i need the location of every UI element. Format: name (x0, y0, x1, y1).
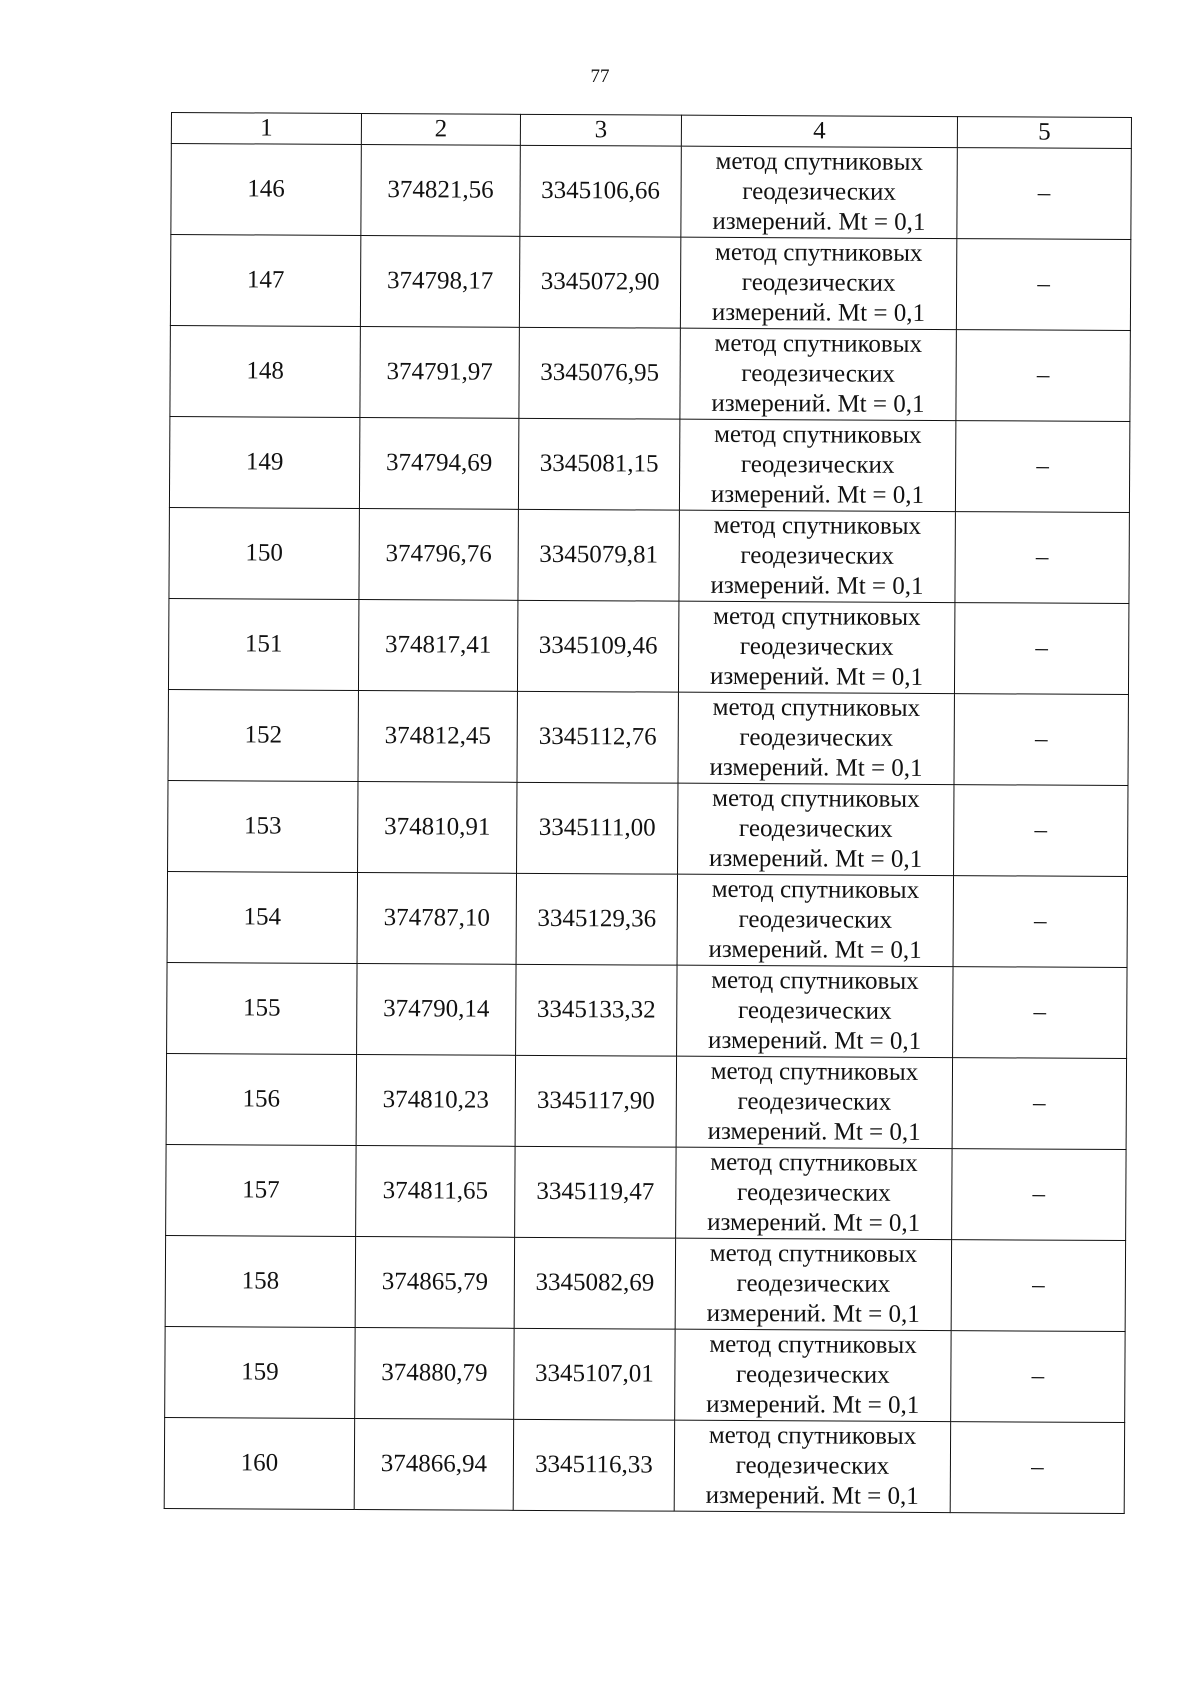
x-coordinate-cell: 374880,79 (355, 1327, 514, 1419)
method-text-line: геодезических (736, 1269, 891, 1298)
note-cell: – (953, 967, 1127, 1059)
method-cell (675, 1238, 951, 1330)
point-number-cell: 148 (170, 325, 360, 417)
table-header (171, 113, 1131, 149)
note-cell: – (956, 239, 1130, 331)
x-coordinate-cell: 374791,97 (360, 326, 519, 418)
y-coordinate-cell: 3345081,15 (518, 418, 679, 510)
y-coordinate-cell: 3345109,46 (517, 600, 678, 692)
method-cell (678, 783, 954, 875)
method-text-line: метод спутниковых (709, 1239, 918, 1268)
method-text-line: метод спутниковых (713, 511, 922, 540)
method-text-line: геодезических (735, 1451, 890, 1480)
method-text-line: метод спутниковых (711, 966, 919, 995)
y-coordinate-cell: 3345117,90 (515, 1055, 676, 1147)
method-text-line: метод спутниковых (715, 147, 924, 176)
method-cell (674, 1420, 950, 1512)
method-text-line: геодезических (736, 1360, 890, 1389)
y-coordinate-cell: 3345133,32 (516, 964, 677, 1056)
method-text-line: измерений. Mt = 0,1 (711, 298, 926, 327)
method-text-line: измерений. Mt = 0,1 (708, 1026, 922, 1055)
method-text-line: метод спутниковых (714, 238, 923, 267)
x-coordinate-cell: 374821,56 (361, 144, 520, 236)
table-row (166, 1144, 1126, 1240)
note-cell: – (953, 876, 1127, 968)
method-text-line: метод спутниковых (711, 875, 920, 904)
point-number-cell: 150 (169, 507, 359, 599)
method-text-line: геодезических (737, 1087, 892, 1116)
method-text-line: измерений. Mt = 0,1 (710, 571, 924, 600)
point-number-cell: 159 (165, 1326, 355, 1418)
method-text-line: измерений. Mt = 0,1 (705, 1481, 919, 1510)
y-coordinate-cell: 3345072,90 (519, 236, 680, 328)
note-cell: – (952, 1149, 1126, 1241)
page-number: 77 (590, 66, 610, 87)
header-col-4: 4 (681, 115, 957, 147)
point-number-cell: 154 (167, 871, 357, 963)
method-text-line: измерений. Mt = 0,1 (707, 1117, 921, 1146)
point-number-cell: 149 (169, 416, 359, 508)
y-coordinate-cell: 3345079,81 (518, 509, 679, 601)
point-number-cell: 153 (168, 780, 358, 872)
method-cell (680, 237, 956, 329)
method-text-line: метод спутниковых (710, 1057, 919, 1086)
x-coordinate-cell: 374790,14 (357, 963, 516, 1055)
method-text-line: метод спутниковых (712, 693, 921, 722)
table-row (170, 235, 1130, 331)
x-coordinate-cell: 374796,76 (359, 508, 518, 600)
x-coordinate-cell: 374798,17 (360, 235, 519, 327)
method-cell (678, 601, 954, 693)
table-row (168, 689, 1128, 785)
method-text-line: геодезических (737, 996, 892, 1025)
y-coordinate-cell: 3345107,01 (514, 1328, 675, 1420)
method-cell (678, 692, 954, 784)
method-cell (676, 1147, 952, 1239)
note-cell: – (955, 512, 1129, 604)
method-cell (680, 328, 956, 420)
note-cell: – (951, 1240, 1125, 1332)
method-text-line: геодезических (741, 268, 896, 297)
x-coordinate-cell: 374812,45 (358, 690, 517, 782)
method-text-line: метод спутниковых (712, 784, 920, 813)
x-coordinate-cell: 374817,41 (358, 599, 517, 691)
point-number-cell: 152 (168, 689, 358, 781)
note-cell: – (955, 421, 1129, 513)
note-cell: – (954, 603, 1128, 695)
note-cell: – (954, 694, 1128, 786)
method-text-line: измерений. Mt = 0,1 (708, 935, 922, 964)
header-col-2: 2 (361, 113, 520, 145)
method-cell (677, 965, 953, 1057)
method-cell (679, 419, 955, 511)
point-number-cell: 157 (166, 1144, 356, 1236)
header-col-3: 3 (520, 114, 681, 146)
y-coordinate-cell: 3345082,69 (514, 1237, 675, 1329)
table-row (164, 1417, 1124, 1513)
method-text-line: геодезических (740, 541, 895, 570)
table-row (168, 598, 1128, 694)
point-number-cell: 146 (171, 144, 361, 236)
table-row (171, 144, 1131, 240)
y-coordinate-cell: 3345076,95 (519, 327, 680, 419)
header-col-1: 1 (171, 113, 361, 145)
table-row (169, 416, 1129, 512)
point-number-cell: 147 (170, 235, 360, 327)
x-coordinate-cell: 374794,69 (359, 417, 518, 509)
table-row (169, 507, 1129, 603)
coordinates-table (164, 112, 1132, 1514)
method-text-line: метод спутниковых (714, 329, 923, 358)
point-number-cell: 155 (167, 962, 357, 1054)
method-text-line: измерений. Mt = 0,1 (710, 480, 925, 509)
point-number-cell: 156 (166, 1053, 356, 1145)
x-coordinate-cell: 374810,23 (356, 1054, 515, 1146)
note-cell: – (957, 148, 1131, 240)
method-text-line: измерений. Mt = 0,1 (709, 753, 923, 782)
note-cell: – (954, 785, 1128, 877)
y-coordinate-cell: 3345116,33 (513, 1419, 674, 1511)
table-row (167, 871, 1127, 967)
method-text-line: геодезических (742, 177, 896, 206)
method-cell (676, 1056, 952, 1148)
method-text-line: геодезических (740, 450, 895, 479)
x-coordinate-cell: 374787,10 (357, 872, 516, 964)
table-row (166, 1053, 1126, 1149)
method-text-line: измерений. Mt = 0,1 (709, 662, 924, 691)
method-text-line: геодезических (736, 1178, 891, 1207)
table-body (164, 144, 1131, 1514)
header-col-5: 5 (957, 117, 1131, 149)
table-row (168, 780, 1128, 876)
y-coordinate-cell: 3345106,66 (520, 145, 681, 237)
method-text-line: метод спутниковых (708, 1421, 917, 1450)
x-coordinate-cell: 374810,91 (358, 781, 517, 873)
note-cell: – (950, 1422, 1124, 1514)
method-text-line: измерений. Mt = 0,1 (706, 1299, 920, 1328)
method-text-line: измерений. Mt = 0,1 (707, 1208, 921, 1237)
y-coordinate-cell: 3345119,47 (515, 1146, 676, 1238)
note-cell: – (952, 1058, 1126, 1150)
point-number-cell: 151 (168, 598, 358, 690)
method-text-line: геодезических (739, 632, 894, 661)
y-coordinate-cell: 3345129,36 (516, 873, 677, 965)
method-text-line: метод спутниковых (710, 1148, 918, 1177)
y-coordinate-cell: 3345112,76 (517, 691, 678, 783)
method-text-line: измерений. Mt = 0,1 (706, 1390, 920, 1419)
note-cell: – (956, 330, 1130, 422)
method-text-line: геодезических (739, 723, 894, 752)
method-text-line: метод спутниковых (714, 420, 922, 449)
method-text-line: геодезических (738, 814, 893, 843)
x-coordinate-cell: 374865,79 (355, 1236, 514, 1328)
method-cell (679, 510, 955, 602)
method-text-line: измерений. Mt = 0,1 (712, 207, 926, 236)
method-text-line: метод спутниковых (709, 1330, 917, 1359)
note-cell: – (951, 1331, 1125, 1423)
x-coordinate-cell: 374866,94 (354, 1418, 513, 1510)
table-row (167, 962, 1127, 1058)
table-row (170, 325, 1130, 421)
method-text-line: измерений. Mt = 0,1 (708, 844, 923, 873)
method-text-line: геодезических (738, 905, 893, 934)
y-coordinate-cell: 3345111,00 (517, 782, 678, 874)
method-text-line: метод спутниковых (713, 602, 921, 631)
point-number-cell: 160 (164, 1417, 354, 1509)
method-cell (681, 146, 957, 238)
table-row (165, 1235, 1125, 1331)
method-text-line: геодезических (741, 359, 896, 388)
x-coordinate-cell: 374811,65 (356, 1145, 515, 1237)
method-text-line: измерений. Mt = 0,1 (711, 389, 925, 418)
method-cell (677, 874, 953, 966)
method-cell (675, 1329, 951, 1421)
header-row (171, 113, 1131, 149)
table-row (165, 1326, 1125, 1422)
point-number-cell: 158 (165, 1235, 355, 1327)
